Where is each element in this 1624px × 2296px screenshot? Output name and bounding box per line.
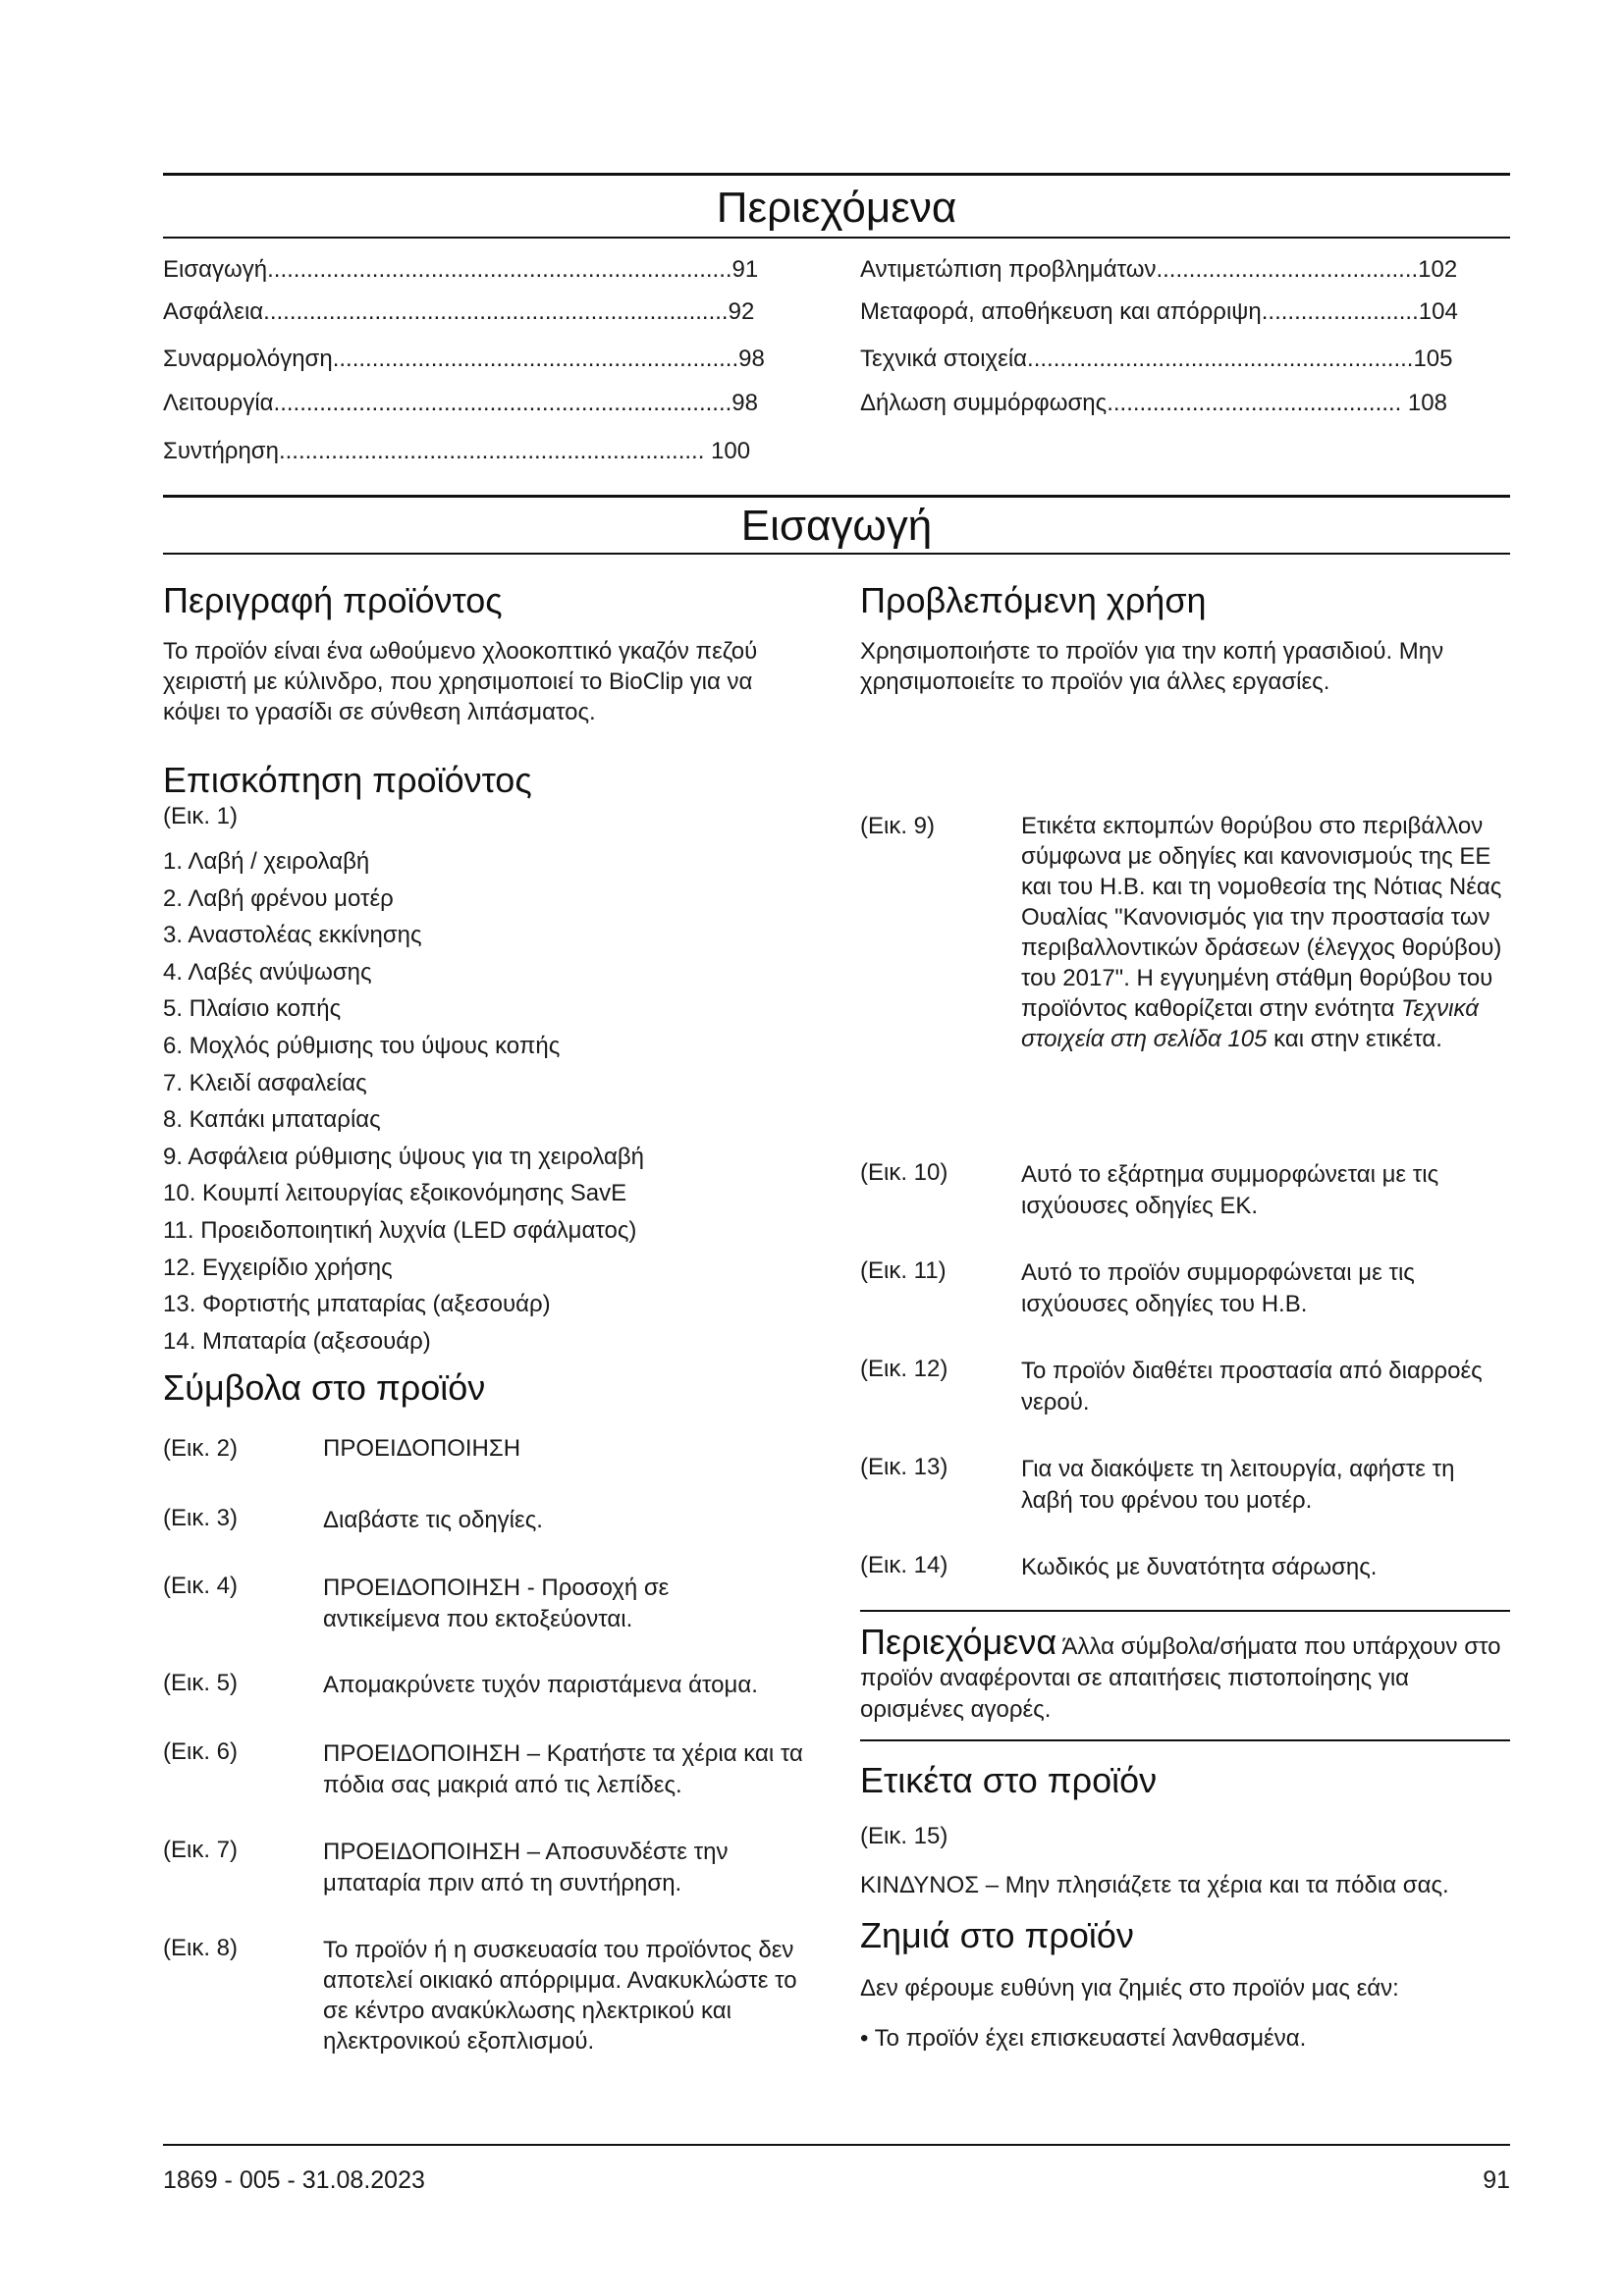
symbol-ref-2: (Εικ. 2) (163, 1435, 239, 1462)
toc-top-rule (163, 173, 1510, 176)
intro-title: Εισαγωγή (740, 502, 933, 550)
symbols-heading: Σύμβολα στο προϊόν (163, 1367, 486, 1408)
product-overview-heading: Επισκόπηση προϊόντος (163, 760, 532, 800)
label-heading: Ετικέτα στο προϊόν (860, 1760, 1158, 1800)
label-fig-ref: (Εικ. 15) (860, 1823, 948, 1849)
symbol-text-7: ΠΡΟΕΙΔΟΠΟΙΗΣΗ – Αποσυνδέστε την μπαταρία πριν από τη συντήρηση. (323, 1839, 729, 1896)
footer-doc-id: 1869 - 005 - 31.08.2023 (163, 2166, 425, 2194)
symbol-ref-6: (Εικ. 6) (163, 1738, 239, 1765)
symbol-ref-8: (Εικ. 8) (163, 1935, 239, 1961)
symbol-text-6: ΠΡΟΕΙΔΟΠΟΙΗΣΗ – Κρατήστε τα χέρια και τα πόδια σας μακριά από τις λεπίδες. (323, 1740, 803, 1798)
symbol-text-8: Το προϊόν ή η συσκευασία του προϊόντος δεν αποτελεί οικιακό απόρριμμα. Ανακυκλώστε το σε κέντρο ανακύκλωσης ηλεκτρικού και ηλεκτρονικού εξοπλισμού. (323, 1937, 797, 2055)
intro-top-rule (163, 495, 1510, 498)
toc-title: Περιεχόμενα (716, 184, 957, 232)
note-heading: Περιεχόμενα (860, 1622, 1057, 1662)
symbol-text-5: Απομακρύνετε τυχόν παριστάμενα άτομα. (323, 1672, 758, 1698)
symbol-text-12: Το προϊόν διαθέτει προστασία από διαρροές νερού. (1021, 1358, 1483, 1415)
intended-use-text: Χρησιμοποιήστε το προϊόν για την κοπή γρασιδιού. Μην χρησιμοποιείτε το προϊόν για άλλες εργασίες. (860, 638, 1444, 695)
list-item: 1. Λαβή / χειρολαβή (163, 848, 370, 875)
list-item: 11. Προειδοποιητική λυχνία (LED σφάλματος) (163, 1216, 637, 1244)
toc-entry-assembly[interactable]: Συναρμολόγηση..............................................................98 (163, 346, 765, 372)
toc-entry-operation[interactable]: Λειτουργία......................................................................98 (163, 390, 758, 416)
overview-fig-ref: (Εικ. 1) (163, 803, 239, 829)
list-item: 5. Πλαίσιο κοπής (163, 995, 342, 1023)
toc-entry-declaration[interactable]: Δήλωση συμμόρφωσης............................................. 108 (860, 390, 1447, 416)
list-item: 8. Καπάκι μπαταρίας (163, 1106, 381, 1134)
symbol-ref-7: (Εικ. 7) (163, 1837, 239, 1863)
product-description-heading: Περιγραφή προϊόντος (163, 580, 503, 620)
symbol-text-4: ΠΡΟΕΙΔΟΠΟΙΗΣΗ - Προσοχή σε αντικείμενα που εκτοξεύονται. (323, 1575, 670, 1632)
toc-entry-technical-data[interactable]: Τεχνικά στοιχεία...........................................................105 (860, 346, 1453, 372)
list-item: 9. Ασφάλεια ρύθμισης ύψους για τη χειρολαβή (163, 1143, 645, 1170)
symbol-text-13: Για να διακόψετε τη λειτουργία, αφήστε τη λαβή του φρένου του μοτέρ. (1021, 1456, 1455, 1514)
symbol-text-10: Αυτό το εξάρτημα συμμορφώνεται με τις ισχύουσες οδηγίες ΕΚ. (1021, 1161, 1439, 1219)
list-item: 4. Λαβές ανύψωσης (163, 958, 372, 986)
toc-bottom-rule (163, 237, 1510, 239)
symbol-ref-3: (Εικ. 3) (163, 1505, 239, 1531)
list-item: 13. Φορτιστής μπαταρίας (αξεσουάρ) (163, 1291, 551, 1318)
overview-list (163, 843, 644, 1360)
symbol-text-11: Αυτό το προϊόν συμμορφώνεται με τις ισχύουσες οδηγίες του Η.Β. (1021, 1259, 1415, 1317)
intro-bottom-rule (163, 553, 1510, 555)
note-block (860, 1622, 1510, 1726)
list-item: 12. Εγχειρίδιο χρήσης (163, 1254, 393, 1281)
symbol-ref-11: (Εικ. 11) (860, 1257, 947, 1284)
symbol-text-3: Διαβάστε τις οδηγίες. (323, 1507, 543, 1533)
damage-text: Δεν φέρουμε ευθύνη για ζημιές στο προϊόν μας εάν: (860, 1975, 1399, 2002)
symbol-ref-13: (Εικ. 13) (860, 1454, 948, 1480)
list-item: 14. Μπαταρία (αξεσουάρ) (163, 1327, 431, 1355)
symbol-text-14: Κωδικός με δυνατότητα σάρωσης. (1021, 1554, 1378, 1580)
symbol-text-2: ΠΡΟΕΙΔΟΠΟΙΗΣΗ (323, 1435, 521, 1462)
symbol-text-9-part1: Ετικέτα εκπομπών θορύβου στο περιβάλλον σύμφωνα με οδηγίες και κανονισμούς της ΕΕ και του Η.Β. και τη νομοθεσία της Νότιας Νέας Ουαλίας "Κανονισμός για την προστασία των περιβαλλοντικών δράσεων (έλεγχος θορύβου) του 2017". Η εγγυημένη στάθμη θορύβου του προϊόντος καθορίζεται στην ενότητα (1021, 813, 1502, 1022)
symbol-ref-12: (Εικ. 12) (860, 1356, 948, 1382)
product-description-text: Το προϊόν είναι ένα ωθούμενο χλοοκοπτικό γκαζόν πεζού χειριστή με κύλινδρο, που χρησιμοποιεί το BioClip για να κόψει το γρασίδι σε σύνθεση λιπάσματος. (163, 638, 758, 725)
toc-entry-safety[interactable]: Ασφάλεια.......................................................................92 (163, 298, 755, 325)
intended-use-heading: Προβλεπόμενη χρήση (860, 580, 1207, 620)
list-item: 6. Μοχλός ρύθμισης του ύψους κοπής (163, 1032, 561, 1059)
damage-heading: Ζημιά στο προϊόν (860, 1915, 1134, 1955)
note-top-rule (860, 1610, 1510, 1612)
symbol-ref-4: (Εικ. 4) (163, 1573, 239, 1599)
technical-data-link[interactable]: Τεχνικά στοιχεία στη σελίδα 105 (1021, 995, 1479, 1052)
list-item: 3. Αναστολέας εκκίνησης (163, 922, 422, 949)
toc-entry-transport[interactable]: Μεταφορά, αποθήκευση και απόρριψη........................104 (860, 298, 1458, 325)
symbol-ref-9: (Εικ. 9) (860, 813, 936, 839)
list-item: 7. Κλειδί ασφαλείας (163, 1069, 367, 1096)
note-bottom-rule (860, 1739, 1510, 1741)
list-item: 10. Κουμπί λειτουργίας εξοικονόμησης SavE (163, 1180, 627, 1207)
footer-page-number: 91 (1483, 2166, 1510, 2194)
label-text: ΚΙΝΔΥΝΟΣ – Μην πλησιάζετε τα χέρια και τα πόδια σας. (860, 1872, 1449, 1898)
toc-entry-introduction[interactable]: Εισαγωγή.......................................................................91 (163, 256, 759, 283)
symbol-ref-14: (Εικ. 14) (860, 1552, 948, 1578)
toc-entry-troubleshooting[interactable]: Αντιμετώπιση προβλημάτων........................................102 (860, 256, 1458, 283)
note-text: Άλλα σύμβολα/σήματα που υπάρχουν στο προϊόν αναφέρονται σε απαιτήσεις πιστοποίησης για ορισμένες αγορές. (860, 1633, 1501, 1723)
list-item: 2. Λαβή φρένου μοτέρ (163, 884, 394, 912)
symbol-ref-10: (Εικ. 10) (860, 1159, 948, 1186)
symbol-text-9 (1021, 811, 1510, 1054)
damage-bullet: • Το προϊόν έχει επισκευαστεί λανθασμένα. (860, 2025, 1307, 2052)
symbol-text-9-part2: και στην ετικέτα. (1267, 1026, 1442, 1052)
toc-entry-maintenance[interactable]: Συντήρηση................................................................. 100 (163, 438, 751, 464)
footer-rule (163, 2144, 1510, 2146)
symbol-ref-5: (Εικ. 5) (163, 1670, 239, 1696)
